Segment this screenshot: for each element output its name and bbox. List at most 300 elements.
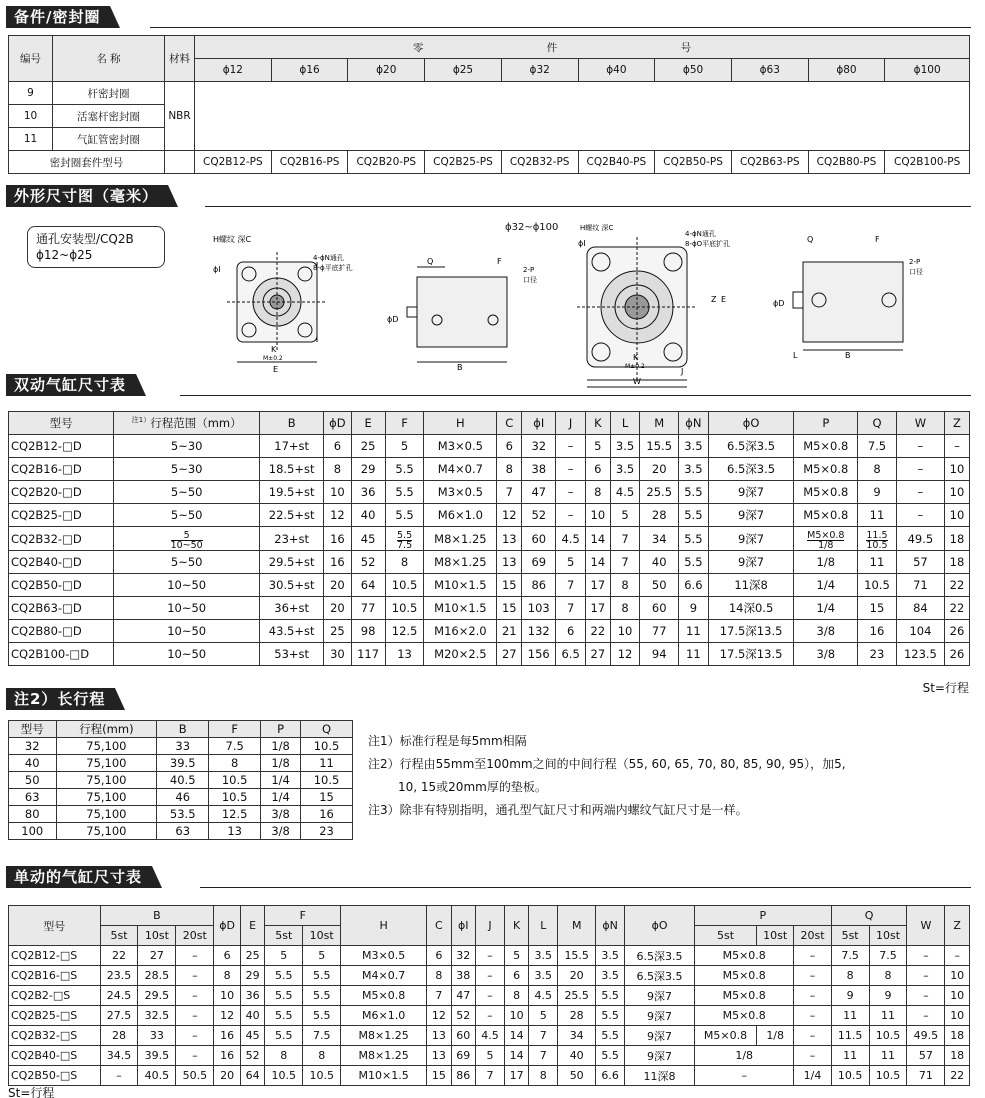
cell: M3×0.5 xyxy=(424,435,497,458)
bore-header: ϕ80 xyxy=(808,59,885,82)
cell: 38 xyxy=(451,966,475,986)
cell: 18 xyxy=(945,1026,970,1046)
label-i: ϕI xyxy=(213,265,221,274)
cell: 5.5 xyxy=(596,1046,625,1066)
cell: M20×2.5 xyxy=(424,643,497,666)
cell: 10~50 xyxy=(114,597,260,620)
col-header: H xyxy=(424,412,497,435)
col-header: ϕD xyxy=(324,412,351,435)
cell: 52 xyxy=(522,504,556,527)
cell: 10.5 xyxy=(831,1066,869,1086)
cell: 23 xyxy=(301,823,353,840)
section-header-outline xyxy=(6,185,168,207)
cell: 5 xyxy=(585,435,610,458)
cell: 1/4 xyxy=(794,574,858,597)
cell: – xyxy=(794,1026,831,1046)
cell: 5.5 xyxy=(303,986,341,1006)
col-material: 材料 xyxy=(165,36,195,82)
cell: 20 xyxy=(640,458,679,481)
cell: 103 xyxy=(522,597,556,620)
parts-table xyxy=(8,35,970,174)
cell: 7 xyxy=(529,1046,558,1066)
table-row xyxy=(9,986,970,1006)
st-note: St=行程 xyxy=(8,1086,55,1098)
cell: 6 xyxy=(556,620,586,643)
badge-line: 通孔安装型/CQ2B xyxy=(36,232,134,246)
cell: 11 xyxy=(869,1006,907,1026)
cell: 13 xyxy=(385,643,424,666)
cell: 71 xyxy=(907,1066,945,1086)
cell: 3/8 xyxy=(261,806,301,823)
section-header-long xyxy=(6,688,115,710)
st-10: 10st xyxy=(303,926,341,946)
cell: 3/8 xyxy=(261,823,301,840)
cell: 117 xyxy=(351,643,385,666)
cell: 5.5 xyxy=(596,986,625,1006)
table-row xyxy=(9,946,970,966)
col-q: Q xyxy=(831,906,907,926)
cell: – xyxy=(794,986,831,1006)
cell: – xyxy=(794,966,831,986)
cell: 27 xyxy=(138,946,176,966)
cell: 7 xyxy=(610,527,640,551)
cell: M3×0.5 xyxy=(424,481,497,504)
table-row xyxy=(9,643,970,666)
empty-cell xyxy=(195,82,970,151)
cell: 3.5 xyxy=(679,435,709,458)
cell: 8 xyxy=(585,481,610,504)
cell: 14 xyxy=(585,551,610,574)
cell: 16 xyxy=(324,527,351,551)
cell: 8 xyxy=(303,1046,341,1066)
cell: – xyxy=(556,435,586,458)
kit-row xyxy=(9,151,970,174)
cell: 29 xyxy=(240,966,264,986)
cell: 75,100 xyxy=(56,772,157,789)
double-acting-table xyxy=(8,411,970,666)
table-row xyxy=(9,504,970,527)
cell: – xyxy=(907,966,945,986)
cell: M5×0.8 xyxy=(794,504,858,527)
cell: CQ2B63-□D xyxy=(9,597,114,620)
cell: 12 xyxy=(324,504,351,527)
cell xyxy=(858,527,897,551)
st-note: St=行程 xyxy=(922,681,969,695)
st-20: 20st xyxy=(794,926,831,946)
col-header: W xyxy=(896,412,944,435)
cell: 10 xyxy=(945,966,970,986)
kit-cell: CQ2B25-PS xyxy=(425,151,502,174)
cell: 75,100 xyxy=(56,738,157,755)
table-row xyxy=(9,574,970,597)
bore-header: ϕ50 xyxy=(655,59,732,82)
bore-header: ϕ32 xyxy=(501,59,578,82)
cell: 132 xyxy=(522,620,556,643)
bore-header: ϕ40 xyxy=(578,59,655,82)
cell: 10 xyxy=(9,105,53,128)
cell: 15 xyxy=(497,597,522,620)
cell: 5 xyxy=(504,946,528,966)
cell: 1/4 xyxy=(261,772,301,789)
cell: 8 xyxy=(214,966,241,986)
cell: 14 xyxy=(585,527,610,551)
section-rule xyxy=(205,206,971,207)
cell: CQ2B2-□S xyxy=(9,986,101,1006)
cell: 100 xyxy=(9,823,57,840)
bore-range-label: ϕ32~ϕ100 xyxy=(505,222,559,233)
cell: M5×0.8 xyxy=(695,1006,794,1026)
cell: – xyxy=(556,458,586,481)
cell: 11深8 xyxy=(625,1066,695,1086)
cell: M5×0.8 xyxy=(695,986,794,1006)
cell: 57 xyxy=(907,1046,945,1066)
cell: 8 xyxy=(504,986,528,1006)
cell: 3.5 xyxy=(610,435,640,458)
cell: 5.5 xyxy=(265,1026,303,1046)
cell: 22.5+st xyxy=(259,504,323,527)
kit-label: 密封圈套件型号 xyxy=(9,151,165,174)
st-5: 5st xyxy=(695,926,757,946)
col-header: J xyxy=(556,412,586,435)
table-row xyxy=(9,1006,970,1026)
cell: 13 xyxy=(427,1026,451,1046)
cell: 22 xyxy=(944,597,969,620)
cell: M3×0.5 xyxy=(341,946,427,966)
cell: – xyxy=(794,946,831,966)
label-port2: 口径 xyxy=(523,276,537,284)
cell: 11.5 xyxy=(831,1026,869,1046)
table-row xyxy=(9,458,970,481)
cell: M8×1.25 xyxy=(341,1046,427,1066)
cell: 29.5 xyxy=(138,986,176,1006)
cell: 17 xyxy=(585,597,610,620)
label-m: M±0.2 xyxy=(625,363,645,370)
cell: M5×0.8 xyxy=(794,458,858,481)
col-header: E xyxy=(351,412,385,435)
cell: 32 xyxy=(451,946,475,966)
cell: 9 xyxy=(679,597,709,620)
cell: CQ2B50-□D xyxy=(9,574,114,597)
cell: 33 xyxy=(157,738,209,755)
table-row xyxy=(9,1046,970,1066)
col-header: F xyxy=(385,412,424,435)
cell: 52 xyxy=(240,1046,264,1066)
cell: 6 xyxy=(497,435,522,458)
cell: 40 xyxy=(558,1046,596,1066)
cell: – xyxy=(907,946,945,966)
side-view-large xyxy=(793,262,903,350)
table-row xyxy=(9,1026,970,1046)
cell: 60 xyxy=(640,597,679,620)
cell: 20 xyxy=(324,597,351,620)
stacked-value xyxy=(807,531,844,550)
cell: 22 xyxy=(100,946,138,966)
col-no: 编号 xyxy=(9,36,53,82)
table-row xyxy=(9,82,970,105)
section-header-parts xyxy=(6,6,110,28)
cell: 9深7 xyxy=(625,986,695,1006)
table-row xyxy=(9,755,353,772)
cell: CQ2B40-□S xyxy=(9,1046,101,1066)
front-view-small xyxy=(227,252,327,362)
table-row xyxy=(9,620,970,643)
cell: 39.5 xyxy=(138,1046,176,1066)
cell: 12 xyxy=(610,643,640,666)
cell: 69 xyxy=(522,551,556,574)
section-title: 双动气缸尺寸表 xyxy=(6,374,136,396)
label-thread: H螺纹 深C xyxy=(213,235,252,244)
note-2: 注2）行程由55mm至100mm之间的中间行程（55, 60, 65, 70, 80, 85, 90, 95），加5, xyxy=(368,757,846,771)
cell: 4.5 xyxy=(529,986,558,1006)
cell: M5×0.8 xyxy=(794,481,858,504)
bore-header: ϕ12 xyxy=(195,59,272,82)
cell: 10~50 xyxy=(114,643,260,666)
cell: M5×0.8 xyxy=(695,946,794,966)
cell: 9 xyxy=(869,986,907,1006)
notes xyxy=(368,730,973,822)
cell: 49.5 xyxy=(907,1026,945,1046)
cell: 8 xyxy=(265,1046,303,1066)
cell: 5.5 xyxy=(303,966,341,986)
stacked-value xyxy=(171,531,203,550)
col-c: C xyxy=(427,906,451,946)
cell: 4.5 xyxy=(556,527,586,551)
st-10: 10st xyxy=(757,926,794,946)
cell: 3.5 xyxy=(529,966,558,986)
cell: 34 xyxy=(558,1026,596,1046)
cell: 5.5 xyxy=(596,1006,625,1026)
cell: 17 xyxy=(504,1066,528,1086)
kit-cell: CQ2B63-PS xyxy=(731,151,808,174)
col-header: Q xyxy=(858,412,897,435)
cell: 6.5 xyxy=(556,643,586,666)
cell: 5.5 xyxy=(265,1006,303,1026)
cell: M5×0.8 xyxy=(695,1026,757,1046)
cell: 11 xyxy=(679,620,709,643)
cell: 5.5 xyxy=(385,504,424,527)
kit-cell: CQ2B50-PS xyxy=(655,151,732,174)
cell: 11 xyxy=(9,128,53,151)
section-rule xyxy=(180,395,971,396)
col-part-number: 零 件 号 xyxy=(195,36,970,59)
table-row xyxy=(9,481,970,504)
st-10: 10st xyxy=(138,926,176,946)
cell: M5×0.8 xyxy=(695,966,794,986)
cell: 75,100 xyxy=(56,755,157,772)
cell: 11 xyxy=(869,1046,907,1066)
badge-line: ϕ12~ϕ25 xyxy=(36,248,93,262)
cell: 27 xyxy=(497,643,522,666)
cell: M8×1.25 xyxy=(424,527,497,551)
col-header: C xyxy=(497,412,522,435)
cell: 22 xyxy=(945,1066,970,1086)
cell: 11深8 xyxy=(708,574,794,597)
col-header: P xyxy=(794,412,858,435)
col-header: M xyxy=(640,412,679,435)
cell: 20 xyxy=(558,966,596,986)
cell: 9深7 xyxy=(708,481,794,504)
cell: 5.5 xyxy=(679,527,709,551)
col-n: ϕN xyxy=(596,906,625,946)
col-model: 型号 xyxy=(9,906,101,946)
st-5: 5st xyxy=(265,926,303,946)
cell: – xyxy=(176,1026,214,1046)
cell: 16 xyxy=(214,1046,241,1066)
cell: CQ2B16-□S xyxy=(9,966,101,986)
cell: 9 xyxy=(831,986,869,1006)
cell: 3.5 xyxy=(679,458,709,481)
cell: CQ2B50-□S xyxy=(9,1066,101,1086)
st-10: 10st xyxy=(869,926,907,946)
cell: 104 xyxy=(896,620,944,643)
cell: 156 xyxy=(522,643,556,666)
col-m: M xyxy=(558,906,596,946)
cell: 23 xyxy=(858,643,897,666)
cell: 25.5 xyxy=(558,986,596,1006)
cell: 27.5 xyxy=(100,1006,138,1026)
label-d: ϕD xyxy=(387,315,399,324)
kit-cell: CQ2B12-PS xyxy=(195,151,272,174)
kit-cell: CQ2B20-PS xyxy=(348,151,425,174)
cell: M8×1.25 xyxy=(341,1026,427,1046)
kit-cell: CQ2B32-PS xyxy=(501,151,578,174)
cell: 10 xyxy=(504,1006,528,1026)
cell: 5.5 xyxy=(303,1006,341,1026)
cell: 28 xyxy=(640,504,679,527)
label-thread: H螺纹 深C xyxy=(580,224,614,232)
cell: 29.5+st xyxy=(259,551,323,574)
cell: 17.5深13.5 xyxy=(708,643,794,666)
kit-cell: CQ2B16-PS xyxy=(271,151,348,174)
cell: 57 xyxy=(896,551,944,574)
table-row xyxy=(9,966,970,986)
label-j: J xyxy=(681,367,684,376)
cell: 16 xyxy=(324,551,351,574)
st-5: 5st xyxy=(100,926,138,946)
stacked-value xyxy=(397,531,412,550)
cell: 9深7 xyxy=(625,1046,695,1066)
label-port2: 口径 xyxy=(909,268,923,276)
cell: 8 xyxy=(869,966,907,986)
side-view-small xyxy=(407,267,507,362)
cell: 7 xyxy=(610,551,640,574)
cell: 8 xyxy=(385,551,424,574)
table-row xyxy=(9,435,970,458)
cell: 17.5深13.5 xyxy=(708,620,794,643)
cell: 12 xyxy=(497,504,522,527)
cell: 63 xyxy=(157,823,209,840)
col-header: ϕI xyxy=(522,412,556,435)
cell: 6.5深3.5 xyxy=(708,435,794,458)
cell: CQ2B25-□D xyxy=(9,504,114,527)
cell: 64 xyxy=(351,574,385,597)
col-header: 型号 xyxy=(9,412,114,435)
cell: 18.5+st xyxy=(259,458,323,481)
col-i: ϕI xyxy=(451,906,475,946)
cell: 6 xyxy=(585,458,610,481)
cell: 22 xyxy=(585,620,610,643)
cell: 10.5 xyxy=(858,574,897,597)
cell: 16 xyxy=(301,806,353,823)
cell: 10.5 xyxy=(265,1066,303,1086)
label-k: K xyxy=(633,353,639,362)
cell xyxy=(385,527,424,551)
cell: CQ2B32-□D xyxy=(9,527,114,551)
col-header-label: 行程范围（mm） xyxy=(150,416,242,430)
col-z: Z xyxy=(945,906,970,946)
material-cell: NBR xyxy=(165,82,195,151)
section-title: 注2）长行程 xyxy=(6,688,115,710)
cell: 5~50 xyxy=(114,481,260,504)
cell: 3.5 xyxy=(596,966,625,986)
cell: 5 xyxy=(476,1046,505,1066)
cell: 12 xyxy=(427,1006,451,1026)
cell: 5.5 xyxy=(265,986,303,1006)
cell xyxy=(794,527,858,551)
section-header-single xyxy=(6,866,152,888)
cell: – xyxy=(176,946,214,966)
cell: M6×1.0 xyxy=(424,504,497,527)
cell: M10×1.5 xyxy=(424,574,497,597)
cell: 10~50 xyxy=(114,620,260,643)
cell: 46 xyxy=(157,789,209,806)
cell: CQ2B32-□S xyxy=(9,1026,101,1046)
cell: 36 xyxy=(351,481,385,504)
col-header: Q xyxy=(301,721,353,738)
cell: 1/8 xyxy=(261,755,301,772)
cell: – xyxy=(944,435,969,458)
cell: 25.5 xyxy=(640,481,679,504)
label-f: F xyxy=(875,235,880,244)
cell: 11 xyxy=(831,1046,869,1066)
cell: 5 xyxy=(265,946,303,966)
cell: 7 xyxy=(529,1026,558,1046)
cell: 6 xyxy=(324,435,351,458)
cell: 40 xyxy=(9,755,57,772)
cell: 84 xyxy=(896,597,944,620)
cell: 60 xyxy=(522,527,556,551)
cell: 53.5 xyxy=(157,806,209,823)
cell: – xyxy=(794,1006,831,1026)
cell: 24.5 xyxy=(100,986,138,1006)
stacked-part: 5.5 xyxy=(397,530,413,541)
cell: 5 xyxy=(529,1006,558,1026)
kit-cell: CQ2B100-PS xyxy=(885,151,970,174)
label-l: L xyxy=(793,351,798,360)
cell: 15 xyxy=(427,1066,451,1086)
cell: 23.5 xyxy=(100,966,138,986)
cell: 6.5深3.5 xyxy=(625,946,695,966)
cell: 49.5 xyxy=(896,527,944,551)
cell: M6×1.0 xyxy=(341,1006,427,1026)
cell: 10 xyxy=(944,504,969,527)
cell: 29 xyxy=(351,458,385,481)
st-20: 20st xyxy=(176,926,214,946)
cell: 11 xyxy=(679,643,709,666)
cell: 6 xyxy=(504,966,528,986)
cell: 5.5 xyxy=(596,1026,625,1046)
cell: 7.5 xyxy=(831,946,869,966)
cell: 5~30 xyxy=(114,435,260,458)
cell: – xyxy=(945,946,970,966)
bore-header: ϕ63 xyxy=(731,59,808,82)
col-l: L xyxy=(529,906,558,946)
cell: 80 xyxy=(9,806,57,823)
cell: 98 xyxy=(351,620,385,643)
cell: 94 xyxy=(640,643,679,666)
label-q: Q xyxy=(807,235,814,244)
cell: 16 xyxy=(214,1026,241,1046)
